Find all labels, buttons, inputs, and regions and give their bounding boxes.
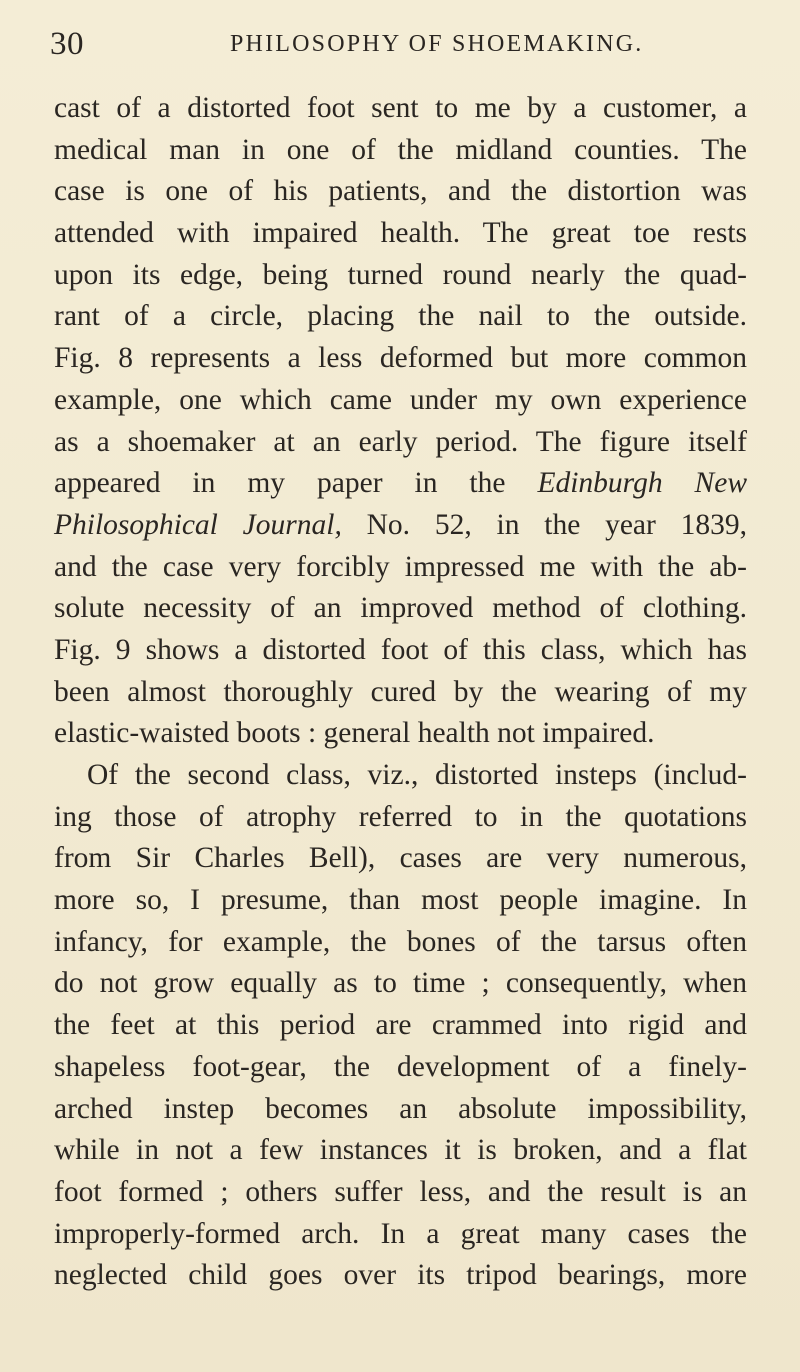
text-line: arched instep becomes an absolute impossibility, — [54, 1092, 747, 1125]
text-line: upon its edge, being turned round nearly the quad- — [54, 258, 747, 291]
text-line: improperly-formed arch. In a great many cases the — [54, 1217, 747, 1250]
text-line-with-citation — [54, 463, 747, 505]
text-line: as a shoemaker at an early period. The figure itself — [54, 425, 747, 458]
text-line: case is one of his patients, and the distortion was — [54, 175, 747, 208]
text-line: from Sir Charles Bell), cases are very numerous, — [54, 842, 747, 875]
text-line: the feet at this period are crammed into rigid and — [54, 1009, 747, 1042]
page-number: 30 — [50, 26, 84, 62]
text-segment: No. 52, in the year 1839, — [366, 508, 748, 541]
text-line-with-citation — [54, 505, 747, 547]
text-line: attended with impaired health. The great toe rests — [54, 217, 747, 250]
text-segment: appeared in my paper in the — [54, 467, 506, 500]
text-line: Fig. 8 represents a less deformed but more common — [54, 342, 747, 375]
text-line: Fig. 9 shows a distorted foot of this class, which has — [54, 633, 747, 666]
journal-title-part: Edinburgh New — [537, 467, 747, 500]
text-line: shapeless foot-gear, the development of a finely- — [54, 1050, 747, 1083]
text-line: infancy, for example, the bones of the tarsus often — [54, 925, 747, 958]
text-line: and the case very forcibly impressed me with the ab- — [54, 550, 747, 583]
text-line: elastic-waisted boots : general health not impaired. — [54, 717, 655, 750]
text-line: cast of a distorted foot sent to me by a customer, a — [54, 92, 747, 124]
text-line: solute necessity of an improved method of clothing. — [54, 592, 747, 625]
text-line: while in not a few instances it is broken, and a flat — [54, 1134, 747, 1167]
text-line: example, one which came under my own experience — [54, 383, 747, 416]
text-line: ing those of atrophy referred to in the quotations — [54, 800, 747, 833]
text-line: more so, I presume, than most people imagine. In — [54, 884, 747, 917]
paragraph-first-line: Of the second class, viz., distorted insteps (includ- — [87, 759, 747, 791]
text-line: rant of a circle, placing the nail to the outside. — [54, 300, 747, 333]
text-line: neglected child goes over its tripod bearings, more — [54, 1259, 747, 1292]
running-head — [0, 26, 800, 66]
text-line: foot formed ; others suffer less, and the result is an — [54, 1175, 747, 1208]
body-text — [54, 88, 747, 1297]
text-line: medical man in one of the midland counties. The — [54, 133, 747, 166]
journal-title-part: Philosophical Journal, — [54, 508, 342, 541]
text-line: been almost thoroughly cured by the wearing of my — [54, 675, 747, 708]
running-title: PHILOSOPHY OF SHOEMAKING. — [230, 31, 644, 57]
text-line: do not grow equally as to time ; consequently, when — [54, 967, 747, 1000]
